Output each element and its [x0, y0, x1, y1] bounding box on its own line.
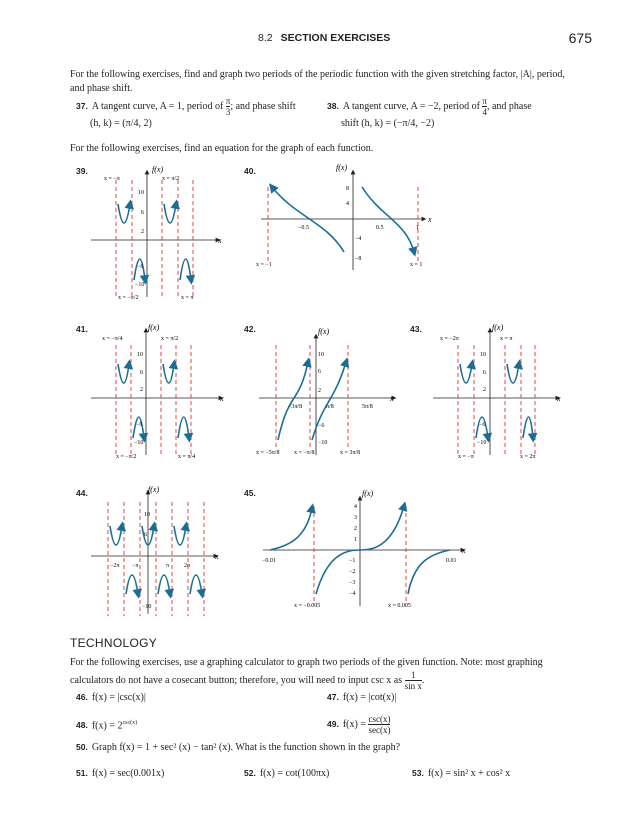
svg-text:x = π/2: x = π/2 — [161, 336, 179, 342]
svg-text:6: 6 — [140, 370, 143, 376]
svg-text:−π: −π — [132, 563, 139, 569]
svg-text:−2π: −2π — [110, 563, 120, 569]
graph-42-label: 42. — [244, 324, 256, 334]
exercise-47: 47. f(x) = |cot(x)| — [327, 692, 397, 703]
svg-text:6: 6 — [141, 210, 144, 216]
svg-text:−10: −10 — [134, 440, 144, 446]
svg-text:6: 6 — [318, 369, 321, 375]
svg-text:f(x): f(x) — [492, 323, 504, 332]
svg-text:−6: −6 — [137, 264, 144, 270]
svg-text:−8: −8 — [355, 256, 362, 262]
svg-text:x = 3π/8: x = 3π/8 — [340, 450, 361, 456]
svg-text:2: 2 — [318, 388, 321, 394]
svg-text:2π: 2π — [184, 563, 191, 569]
svg-text:10: 10 — [138, 190, 144, 196]
svg-text:−10: −10 — [142, 604, 152, 610]
exercise-52: 52. f(x) = cot(100πx) — [244, 768, 330, 779]
svg-text:x = −π: x = −π — [458, 454, 474, 460]
svg-text:−3: −3 — [349, 580, 356, 586]
svg-text:f(x): f(x) — [362, 489, 374, 498]
svg-text:π: π — [166, 563, 170, 569]
svg-text:−2: −2 — [349, 569, 356, 575]
svg-text:4: 4 — [354, 504, 357, 510]
intro-paragraph-1: For the following exercises, find and graph two periods of the periodic function with the given stretching factor, |A|, period, and phase shift. — [70, 69, 565, 94]
svg-text:−4: −4 — [355, 236, 362, 242]
svg-text:4: 4 — [346, 201, 349, 207]
svg-text:x: x — [215, 552, 219, 561]
svg-text:x = −5π/8: x = −5π/8 — [256, 450, 280, 456]
svg-text:f(x): f(x) — [148, 323, 160, 332]
svg-text:x = π: x = π — [500, 336, 513, 342]
svg-text:10: 10 — [144, 512, 150, 518]
svg-text:x = −2π: x = −2π — [440, 336, 459, 342]
svg-text:1: 1 — [416, 225, 419, 231]
exercise-51: 51. f(x) = sec(0.001x) — [76, 768, 165, 779]
svg-text:x = 2π: x = 2π — [520, 454, 536, 460]
axis-fx: f(x) — [152, 165, 164, 174]
svg-text:10: 10 — [480, 352, 486, 358]
svg-text:2: 2 — [140, 387, 143, 393]
svg-text:x: x — [557, 394, 561, 403]
graph-40 — [256, 162, 446, 272]
page-header — [0, 30, 630, 50]
svg-text:1: 1 — [354, 537, 357, 543]
svg-text:x = −π/4: x = −π/4 — [102, 336, 123, 342]
svg-text:π/8: π/8 — [326, 404, 334, 410]
svg-text:x = π/2: x = π/2 — [162, 176, 180, 182]
svg-text:−0.01: −0.01 — [262, 558, 276, 564]
graph-39-label: 39. — [76, 166, 88, 176]
svg-text:6: 6 — [483, 370, 486, 376]
section-heading: 8.2 SECTION EXERCISES — [258, 32, 391, 44]
exercise-49: 49. f(x) = $\frac{\csc(x)}{\sec(x)}$ — [327, 714, 391, 735]
svg-text:10: 10 — [318, 352, 324, 358]
svg-text:5π/8: 5π/8 — [362, 404, 373, 410]
svg-text:10: 10 — [137, 352, 143, 358]
svg-text:−6: −6 — [318, 423, 325, 429]
svg-text:x = −π/8: x = −π/8 — [294, 450, 315, 456]
svg-text:x = −0.005: x = −0.005 — [294, 603, 321, 609]
svg-text:x = −π: x = −π — [104, 176, 120, 182]
svg-text:−3π/8: −3π/8 — [288, 404, 303, 410]
graph-43 — [428, 320, 568, 470]
page-number: 675 — [568, 30, 592, 46]
svg-text:8: 8 — [346, 186, 349, 192]
svg-text:−10: −10 — [135, 282, 145, 288]
svg-text:−6: −6 — [136, 422, 143, 428]
svg-text:x: x — [220, 394, 224, 403]
svg-text:x: x — [428, 215, 432, 224]
svg-text:−1: −1 — [349, 558, 356, 564]
svg-text:x = −π/2: x = −π/2 — [118, 295, 139, 301]
exercise-37: 37. A tangent curve, A = 1, period of $\frac{\pi}{3}$ ; and phase shift (h, k) = (π/4, 2) — [76, 96, 296, 129]
graph-43-label: 43. — [410, 324, 422, 334]
exercise-48: 48. $f(x) = 2^{csc(x)}$ — [76, 720, 138, 732]
svg-text:2: 2 — [354, 526, 357, 532]
exercise-46: 46. f(x) = |csc(x)| — [76, 692, 146, 703]
graph-45-label: 45. — [244, 488, 256, 498]
svg-text:f(x): f(x) — [336, 163, 348, 172]
svg-text:x = 1: x = 1 — [410, 262, 423, 268]
svg-text:0.01: 0.01 — [446, 558, 457, 564]
graph-42 — [254, 320, 404, 470]
graph-41 — [86, 320, 231, 470]
svg-text:x = π: x = π — [181, 295, 194, 301]
svg-text:−4: −4 — [349, 591, 356, 597]
svg-text:x = −1: x = −1 — [256, 262, 272, 268]
svg-text:f(x): f(x) — [318, 327, 330, 336]
graph-41-label: 41. — [76, 324, 88, 334]
technology-intro: For the following exercises, use a graphing calculator to graph two periods of the given function. Note: most graphing calculators do not have a cosecant button; therefore, you will need to input csc x as $\frac{1}{\text{sin x}}$ . — [70, 657, 543, 691]
graph-45 — [258, 484, 473, 614]
svg-text:x = 0.005: x = 0.005 — [388, 603, 411, 609]
svg-text:3: 3 — [354, 515, 357, 521]
exercise-53: 53. f(x) = sin² x + cos² x — [412, 768, 511, 779]
svg-text:2: 2 — [483, 387, 486, 393]
svg-text:x: x — [390, 394, 394, 403]
svg-text:f(x): f(x) — [148, 485, 160, 494]
graph-40-label: 40. — [244, 166, 256, 176]
exercise-50: 50. Graph f(x) = 1 + sec² (x) − tan² (x). What is the function shown in the graph? — [76, 742, 401, 753]
svg-text:x = −π/2: x = −π/2 — [116, 454, 137, 460]
technology-heading: TECHNOLOGY — [70, 636, 158, 650]
svg-text:x: x — [462, 546, 466, 555]
svg-text:−6: −6 — [479, 422, 486, 428]
graph-44-label: 44. — [76, 488, 88, 498]
svg-text:x: x — [218, 236, 222, 245]
exercise-38: 38. A tangent curve, A = −2, period of $\frac{\pi}{4}$ , and phase shift (h, k) = (−π/4, −2) — [327, 96, 532, 129]
svg-text:2: 2 — [141, 229, 144, 235]
svg-text:−0.5: −0.5 — [298, 225, 309, 231]
graph-44 — [86, 484, 226, 624]
svg-text:−10: −10 — [318, 440, 328, 446]
svg-text:x = π/4: x = π/4 — [178, 454, 196, 460]
svg-text:0.5: 0.5 — [376, 225, 384, 231]
svg-text:6: 6 — [144, 532, 147, 538]
graph-39 — [86, 162, 226, 302]
intro-paragraph-2: For the following exercises, find an equation for the graph of each function. — [70, 143, 374, 154]
svg-text:−10: −10 — [477, 440, 487, 446]
